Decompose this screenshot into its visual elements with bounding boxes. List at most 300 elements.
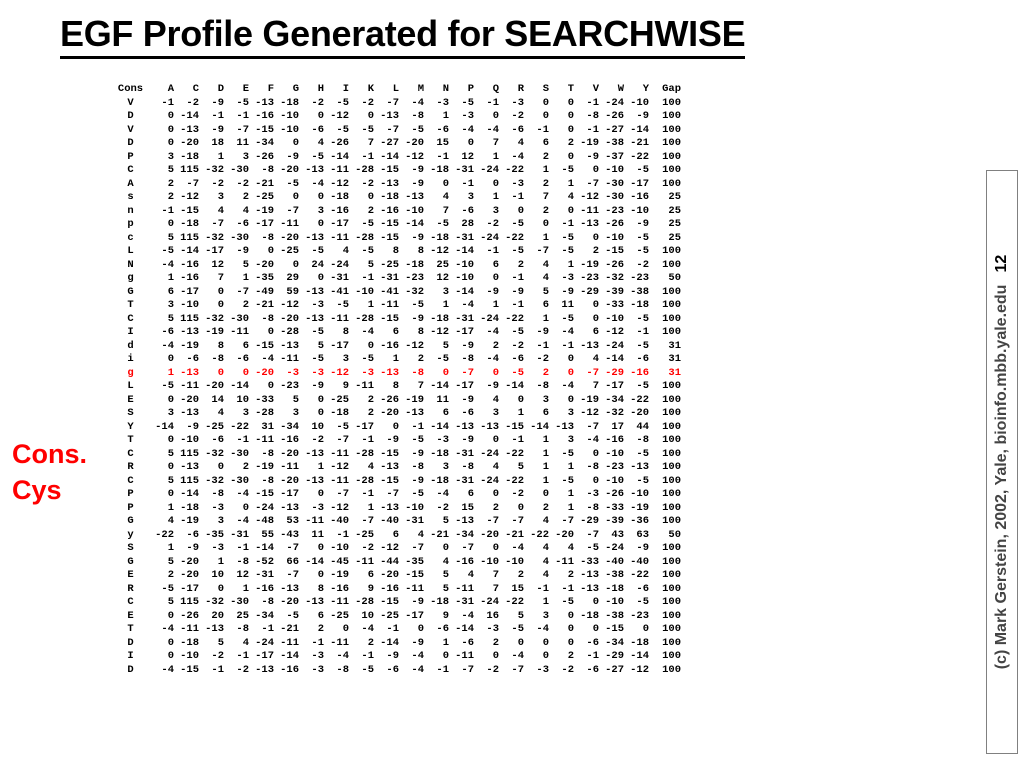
copyright-notice: (c) Mark Gerstein, 2002, Yale, bioinfo.mbb.yale.edu	[993, 284, 1010, 670]
profile-score: -7	[336, 488, 349, 500]
profile-score: -11	[330, 312, 349, 325]
consensus-residue: c	[127, 231, 134, 244]
profile-score: 0	[167, 110, 174, 122]
profile-score: -14	[405, 218, 424, 230]
profile-score: 6	[592, 326, 599, 338]
profile-score: 0	[317, 542, 324, 554]
profile-score: 7	[492, 137, 499, 149]
consensus-residue: i	[127, 353, 134, 365]
profile-score: 4	[367, 461, 374, 473]
profile-score: -18	[405, 258, 424, 271]
profile-score: -14	[605, 353, 624, 365]
profile-score: -13	[580, 218, 599, 230]
profile-score: -38	[605, 569, 624, 581]
profile-score: 6	[242, 339, 249, 352]
profile-score: -27	[605, 663, 624, 676]
profile-score: -19	[180, 515, 199, 527]
profile-score: -8	[211, 353, 224, 365]
profile-score: -41	[330, 285, 349, 298]
profile-score: 0	[492, 177, 499, 190]
profile-score: -40	[605, 555, 624, 568]
profile-score: 3	[167, 150, 174, 163]
column-header-h: H	[317, 83, 324, 95]
profile-score: -13	[180, 407, 199, 419]
profile-score: -5	[336, 299, 349, 311]
profile-score: 0	[217, 461, 224, 473]
profile-score: -18	[330, 191, 349, 203]
profile-row	[112, 448, 681, 462]
profile-score: 3	[567, 434, 574, 446]
profile-score: -3	[536, 663, 549, 676]
profile-score: -5	[286, 177, 299, 190]
profile-score: -5	[561, 231, 574, 244]
profile-score: 0	[517, 204, 524, 217]
profile-score: -11	[555, 555, 574, 568]
profile-score: 2	[492, 501, 499, 514]
profile-score: 50	[668, 528, 681, 541]
consensus-residue: L	[127, 245, 134, 257]
profile-score: -25	[255, 191, 274, 203]
profile-score: -40	[380, 515, 399, 527]
profile-score: -1	[336, 528, 349, 541]
profile-score: 1	[167, 366, 174, 379]
profile-score: 0	[167, 650, 174, 662]
consensus-residue: N	[127, 258, 134, 271]
profile-score: 0	[317, 272, 324, 284]
profile-row	[112, 313, 681, 327]
profile-score: -28	[355, 164, 374, 176]
profile-score: -18	[430, 164, 449, 176]
profile-score: -34	[280, 420, 299, 433]
profile-score: 9	[367, 582, 374, 595]
profile-score: -13	[405, 191, 424, 203]
profile-score: -3	[511, 177, 524, 190]
profile-score: -22	[230, 420, 249, 433]
profile-score: -18	[380, 191, 399, 203]
profile-score: -20	[280, 474, 299, 487]
column-header-n: N	[442, 83, 449, 95]
profile-score: -5	[336, 96, 349, 109]
profile-score: -15	[380, 312, 399, 325]
profile-score: -15	[605, 245, 624, 257]
profile-score: -9	[461, 434, 474, 446]
consensus-residue: P	[127, 150, 134, 163]
consensus-residue: g	[127, 366, 134, 379]
profile-score: -5	[311, 245, 324, 257]
profile-score: -17	[455, 380, 474, 392]
profile-score: -28	[355, 231, 374, 244]
profile-score: 0	[492, 434, 499, 446]
profile-score: -30	[230, 596, 249, 608]
profile-score: -9	[636, 110, 649, 122]
profile-score: 4	[242, 636, 249, 649]
profile-score: 3	[567, 407, 574, 419]
profile-score: -5	[511, 623, 524, 635]
profile-score: 100	[662, 461, 681, 473]
profile-header-row	[112, 83, 681, 97]
profile-score: 2	[542, 150, 549, 163]
profile-score: -10	[330, 542, 349, 554]
profile-row	[112, 137, 681, 151]
profile-score: 0	[167, 393, 174, 406]
profile-score: -20	[280, 447, 299, 460]
profile-score: -19	[580, 393, 599, 406]
profile-score: -13	[255, 663, 274, 676]
profile-score: -23	[580, 272, 599, 284]
profile-score: -15	[380, 474, 399, 487]
profile-score: -49	[255, 285, 274, 298]
profile-score: 5	[292, 393, 299, 406]
profile-score: -14	[255, 542, 274, 554]
profile-score: -5	[511, 245, 524, 257]
profile-score: 2	[517, 258, 524, 271]
profile-score: -32	[205, 596, 224, 608]
profile-score: -17	[405, 609, 424, 622]
profile-score: 8	[392, 380, 399, 392]
profile-score: -10	[180, 434, 199, 446]
profile-score: 43	[611, 528, 624, 541]
profile-score: -2	[511, 339, 524, 352]
profile-score: 5	[542, 285, 549, 298]
profile-score: 100	[662, 663, 681, 676]
profile-score: -11	[330, 596, 349, 608]
profile-score: -1	[561, 218, 574, 230]
profile-score: 4	[342, 245, 349, 257]
profile-score: -13	[305, 447, 324, 460]
profile-score: 0	[217, 366, 224, 379]
profile-score: -8	[411, 110, 424, 122]
profile-score: -13	[380, 366, 399, 379]
profile-score: -7	[286, 542, 299, 554]
consensus-residue: S	[127, 542, 134, 554]
profile-score: -32	[405, 285, 424, 298]
profile-score: -17	[330, 339, 349, 352]
profile-score: -9	[386, 650, 399, 662]
profile-score: 11	[436, 393, 449, 406]
profile-score: 115	[180, 231, 199, 244]
profile-score: -4	[561, 380, 574, 392]
profile-score: 100	[662, 137, 681, 149]
profile-score: -11	[330, 447, 349, 460]
profile-score: -4	[161, 623, 174, 635]
profile-score: 7	[592, 380, 599, 392]
profile-score: 31	[261, 420, 274, 433]
profile-score: 1	[567, 461, 574, 473]
profile-score: 2	[242, 461, 249, 473]
profile-score: -1	[561, 582, 574, 595]
profile-score: -37	[605, 150, 624, 163]
profile-score: -13	[305, 596, 324, 608]
profile-score: 100	[662, 569, 681, 581]
profile-score: -1	[586, 96, 599, 109]
profile-score: 2	[542, 366, 549, 379]
profile-score: -8	[461, 461, 474, 473]
profile-score: -12	[630, 663, 649, 676]
profile-score: -1	[361, 272, 374, 284]
profile-score: -13	[305, 285, 324, 298]
profile-row	[112, 461, 681, 475]
profile-score: -4	[486, 353, 499, 365]
profile-score: 0	[317, 393, 324, 406]
profile-score: 0	[592, 299, 599, 311]
profile-score: -2	[311, 434, 324, 446]
profile-score: -5	[636, 312, 649, 325]
profile-score: -1	[636, 326, 649, 338]
profile-score: -7	[286, 204, 299, 217]
profile-score: -2	[236, 663, 249, 676]
profile-score: -32	[205, 447, 224, 460]
column-header-g: G	[292, 83, 299, 95]
profile-score: 2	[567, 650, 574, 662]
profile-score: -7	[286, 569, 299, 581]
profile-score: 1	[517, 407, 524, 419]
profile-score: -11	[330, 231, 349, 244]
profile-score: 8	[392, 245, 399, 257]
profile-score: 100	[662, 150, 681, 163]
profile-score: -17	[330, 218, 349, 230]
profile-score: 0	[567, 366, 574, 379]
profile-score: -34	[605, 393, 624, 406]
profile-row	[112, 583, 681, 597]
profile-score: -11	[255, 434, 274, 446]
profile-row	[112, 596, 681, 610]
profile-score: 0	[167, 488, 174, 500]
profile-score: -3	[211, 501, 224, 514]
profile-score: -24	[605, 96, 624, 109]
profile-score: 25	[436, 258, 449, 271]
profile-score: 100	[662, 380, 681, 392]
column-header-l: L	[392, 83, 399, 95]
profile-score: -6	[311, 123, 324, 136]
profile-score: -9	[186, 542, 199, 554]
profile-score: 100	[662, 123, 681, 136]
profile-score: 6	[467, 488, 474, 500]
profile-score: 5	[167, 596, 174, 608]
consensus-residue: g	[127, 272, 134, 284]
profile-score: -26	[605, 488, 624, 500]
profile-score: -2	[536, 353, 549, 365]
profile-score: -17	[205, 245, 224, 257]
profile-score: 0	[517, 636, 524, 649]
profile-score: 1	[542, 447, 549, 460]
profile-score: -14	[630, 650, 649, 662]
profile-score: 100	[662, 407, 681, 419]
profile-score: 0	[442, 650, 449, 662]
profile-score: -14	[330, 150, 349, 163]
profile-score: 10	[311, 420, 324, 433]
profile-score: -12	[330, 177, 349, 190]
profile-score: -35	[205, 528, 224, 541]
profile-score: -15	[380, 447, 399, 460]
profile-score: 2	[592, 245, 599, 257]
profile-score: -36	[630, 515, 649, 527]
profile-score: -13	[480, 420, 499, 433]
profile-score: -15	[380, 231, 399, 244]
profile-score: -11	[355, 555, 374, 568]
profile-score: 0	[167, 123, 174, 136]
profile-score: -24	[480, 474, 499, 487]
profile-score: -17	[630, 177, 649, 190]
profile-score: 5	[217, 636, 224, 649]
consensus-residue: T	[127, 434, 134, 446]
profile-score: -13	[305, 474, 324, 487]
profile-score: -20	[380, 407, 399, 419]
profile-score: -22	[630, 150, 649, 163]
profile-score: -32	[205, 312, 224, 325]
profile-score: -6	[511, 123, 524, 136]
profile-score: -23	[605, 461, 624, 473]
profile-score: -25	[355, 528, 374, 541]
profile-score: -35	[255, 272, 274, 284]
profile-score: 9	[342, 380, 349, 392]
profile-score: -13	[180, 326, 199, 338]
profile-score: -12	[430, 245, 449, 257]
consensus-residue: I	[127, 326, 134, 338]
profile-score: -10	[455, 272, 474, 284]
profile-score: 53	[286, 515, 299, 527]
profile-score: 44	[636, 420, 649, 433]
profile-score: -31	[455, 474, 474, 487]
profile-score: 12	[461, 150, 474, 163]
profile-score: -7	[511, 515, 524, 527]
profile-score: 0	[567, 636, 574, 649]
profile-score: -13	[380, 461, 399, 473]
profile-score: -4	[561, 326, 574, 338]
profile-score: -4	[161, 258, 174, 271]
profile-score: 8	[342, 326, 349, 338]
profile-score: -6	[436, 123, 449, 136]
profile-score: -19	[580, 137, 599, 149]
profile-score: 6	[542, 407, 549, 419]
profile-score: -25	[330, 609, 349, 622]
profile-score: 0	[317, 110, 324, 122]
profile-score: 18	[211, 137, 224, 149]
profile-score: -2	[211, 650, 224, 662]
profile-score: 50	[668, 272, 681, 284]
profile-score: -3	[311, 501, 324, 514]
profile-score: -20	[280, 312, 299, 325]
profile-score: 12	[211, 258, 224, 271]
profile-row	[112, 218, 681, 232]
profile-score: -22	[155, 528, 174, 541]
consensus-residue: C	[127, 312, 134, 325]
profile-score: 4	[542, 555, 549, 568]
profile-score: -26	[605, 110, 624, 122]
profile-score: -4	[411, 650, 424, 662]
profile-score: -22	[530, 528, 549, 541]
profile-score: -20	[480, 528, 499, 541]
profile-score: 0	[292, 137, 299, 149]
profile-score: -5	[286, 609, 299, 622]
egf-profile-table	[112, 83, 681, 677]
profile-score: -20	[630, 407, 649, 419]
profile-score: -9	[511, 285, 524, 298]
profile-score: -5	[636, 380, 649, 392]
profile-score: -1	[561, 339, 574, 352]
column-header-q: Q	[492, 83, 499, 95]
profile-score: -33	[605, 501, 624, 514]
profile-score: 15	[436, 137, 449, 149]
profile-score: -21	[255, 177, 274, 190]
profile-score: 0	[542, 636, 549, 649]
profile-score: -16	[380, 339, 399, 352]
profile-score: 100	[662, 393, 681, 406]
profile-score: -8	[261, 231, 274, 244]
profile-score: -1	[236, 542, 249, 554]
profile-score: -8	[236, 623, 249, 635]
profile-score: -5	[561, 447, 574, 460]
profile-score: -22	[505, 596, 524, 608]
profile-score: 8	[417, 326, 424, 338]
profile-score: -5	[311, 353, 324, 365]
profile-score: 0	[592, 596, 599, 608]
consensus-residue: P	[127, 501, 134, 514]
profile-score: -41	[380, 285, 399, 298]
consensus-residue: P	[127, 488, 134, 500]
profile-score: -48	[255, 515, 274, 527]
profile-row	[112, 353, 681, 367]
consensus-residue: G	[127, 515, 134, 527]
profile-score: -1	[211, 663, 224, 676]
profile-score: -5	[336, 420, 349, 433]
profile-score: -6	[211, 434, 224, 446]
profile-row	[112, 367, 681, 381]
profile-score: -13	[280, 339, 299, 352]
profile-score: -7	[236, 123, 249, 136]
profile-score: 0	[167, 461, 174, 473]
profile-score: -7	[236, 285, 249, 298]
profile-score: 0	[392, 420, 399, 433]
profile-score: 0	[492, 488, 499, 500]
profile-score: -11	[305, 515, 324, 527]
profile-score: -14	[380, 150, 399, 163]
profile-score: 2	[367, 204, 374, 217]
profile-score: -7	[586, 366, 599, 379]
profile-score: -8	[536, 380, 549, 392]
profile-score: -13	[255, 96, 274, 109]
profile-score: -9	[211, 123, 224, 136]
profile-row	[112, 434, 681, 448]
profile-score: 4	[542, 569, 549, 581]
profile-score: 1	[367, 299, 374, 311]
profile-score: -26	[180, 609, 199, 622]
profile-score: -5	[586, 542, 599, 554]
profile-score: -30	[230, 474, 249, 487]
profile-score: 4	[467, 569, 474, 581]
profile-score: -13	[580, 339, 599, 352]
column-header-cons: Cons	[117, 83, 144, 95]
profile-score: -22	[505, 164, 524, 176]
profile-score: -9	[461, 339, 474, 352]
profile-score: -22	[630, 393, 649, 406]
profile-row	[112, 164, 681, 178]
column-header-i: I	[342, 83, 349, 95]
profile-score: -10	[280, 110, 299, 122]
profile-score: -10	[405, 204, 424, 217]
profile-score: -9	[386, 434, 399, 446]
profile-score: -20	[255, 258, 274, 271]
profile-score: 4	[567, 542, 574, 554]
profile-score: 8	[217, 339, 224, 352]
profile-score: -5	[411, 123, 424, 136]
profile-score: -10	[605, 164, 624, 176]
profile-score: -9	[486, 380, 499, 392]
profile-score: -11	[405, 582, 424, 595]
profile-score: -12	[605, 326, 624, 338]
profile-score: -1	[386, 623, 399, 635]
profile-score: -14	[505, 380, 524, 392]
profile-score: 100	[662, 582, 681, 595]
